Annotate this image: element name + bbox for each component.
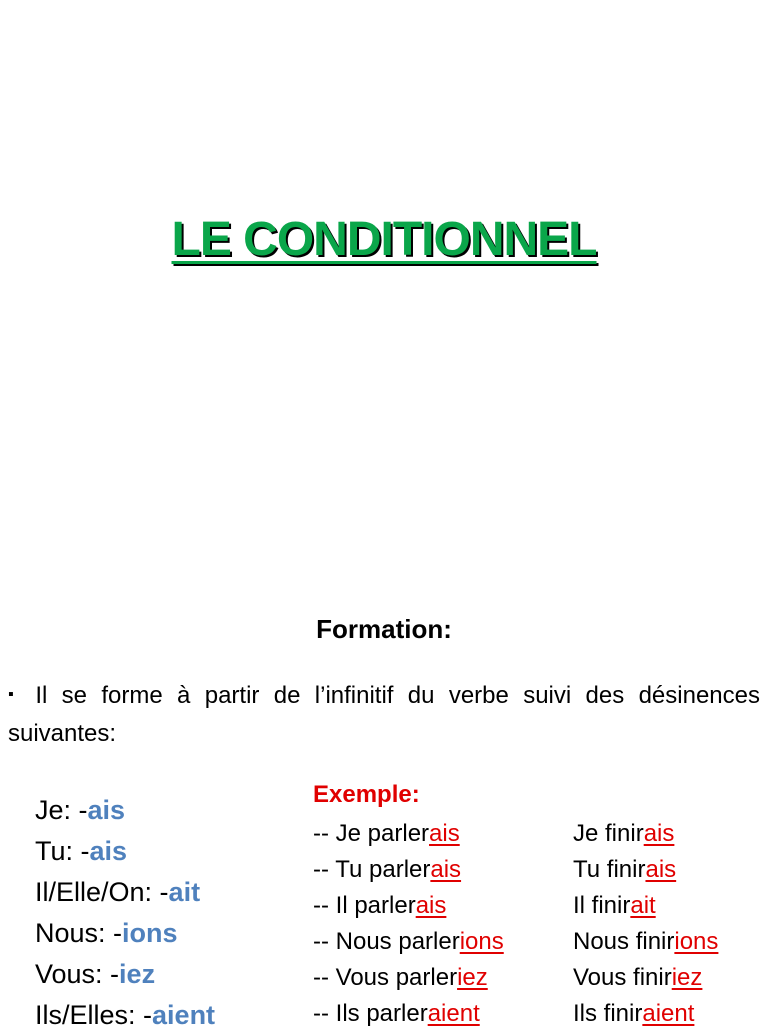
ending-suffix: ais [87,795,126,825]
example-stem: Tu finir [573,856,646,883]
example-stem: -- Tu parler [313,856,431,883]
ending-row [35,831,215,872]
example-row [573,996,718,1032]
example-stem: -- Il parler [313,892,416,919]
example-ending: ait [630,892,656,919]
examples-finir-column [573,816,718,1032]
example-row [313,816,504,852]
example-stem: Ils finir [573,1000,643,1027]
ending-row [35,954,215,995]
example-ending: ais [645,856,677,883]
example-stem: -- Vous parler [313,964,458,991]
ending-pronoun: Tu: - [35,836,90,866]
example-row [573,816,718,852]
ending-pronoun: Je: - [35,795,88,825]
example-stem: Vous finir [573,964,672,991]
example-ending: aient [427,1000,480,1027]
example-ending: ais [429,820,460,847]
ending-pronoun: Nous: - [35,918,123,948]
example-row [573,852,718,888]
ending-row [35,790,215,831]
example-label: Exemple: [313,781,420,808]
example-ending: aient [642,1000,695,1027]
example-row [573,924,718,960]
example-ending: ions [459,928,504,955]
example-row [573,960,718,996]
example-ending: ions [674,928,719,955]
examples-parler-column [313,816,504,1032]
example-stem: Je finir [573,820,644,847]
example-ending: ais [643,820,675,847]
example-row [313,888,504,924]
intro-paragraph [8,676,760,753]
ending-row [35,995,215,1036]
ending-suffix: aient [152,1000,216,1030]
ending-row [35,913,215,954]
ending-row [35,872,215,913]
example-stem: Il finir [573,892,631,919]
section-heading: Formation: [316,614,452,644]
ending-pronoun: Vous: - [35,959,120,989]
example-ending: iez [671,964,703,991]
ending-pronoun: Ils/Elles: - [35,1000,153,1030]
example-row [313,960,504,996]
intro-text: Il se forme à partir de l’infinitif du verbe suivi des désinences suivantes: [8,682,761,747]
example-row [313,852,504,888]
square-bullet-icon: ▪ [8,686,22,703]
ending-pronoun: Il/Elle/On: - [35,877,169,907]
ending-suffix: ions [122,918,178,948]
example-stem: -- Nous parler [313,928,460,955]
example-stem: -- Je parler [313,820,430,847]
example-ending: iez [457,964,488,991]
example-row [313,996,504,1032]
example-stem: -- Ils parler [313,1000,428,1027]
ending-suffix: iez [119,959,156,989]
endings-list [35,790,215,1036]
ending-suffix: ais [89,836,128,866]
example-stem: Nous finir [573,928,675,955]
page-title: LE CONDITIONNEL [171,213,597,266]
example-ending: ais [415,892,447,919]
example-ending: ais [430,856,462,883]
ending-suffix: ait [168,877,201,907]
example-row [573,888,718,924]
example-row [313,924,504,960]
